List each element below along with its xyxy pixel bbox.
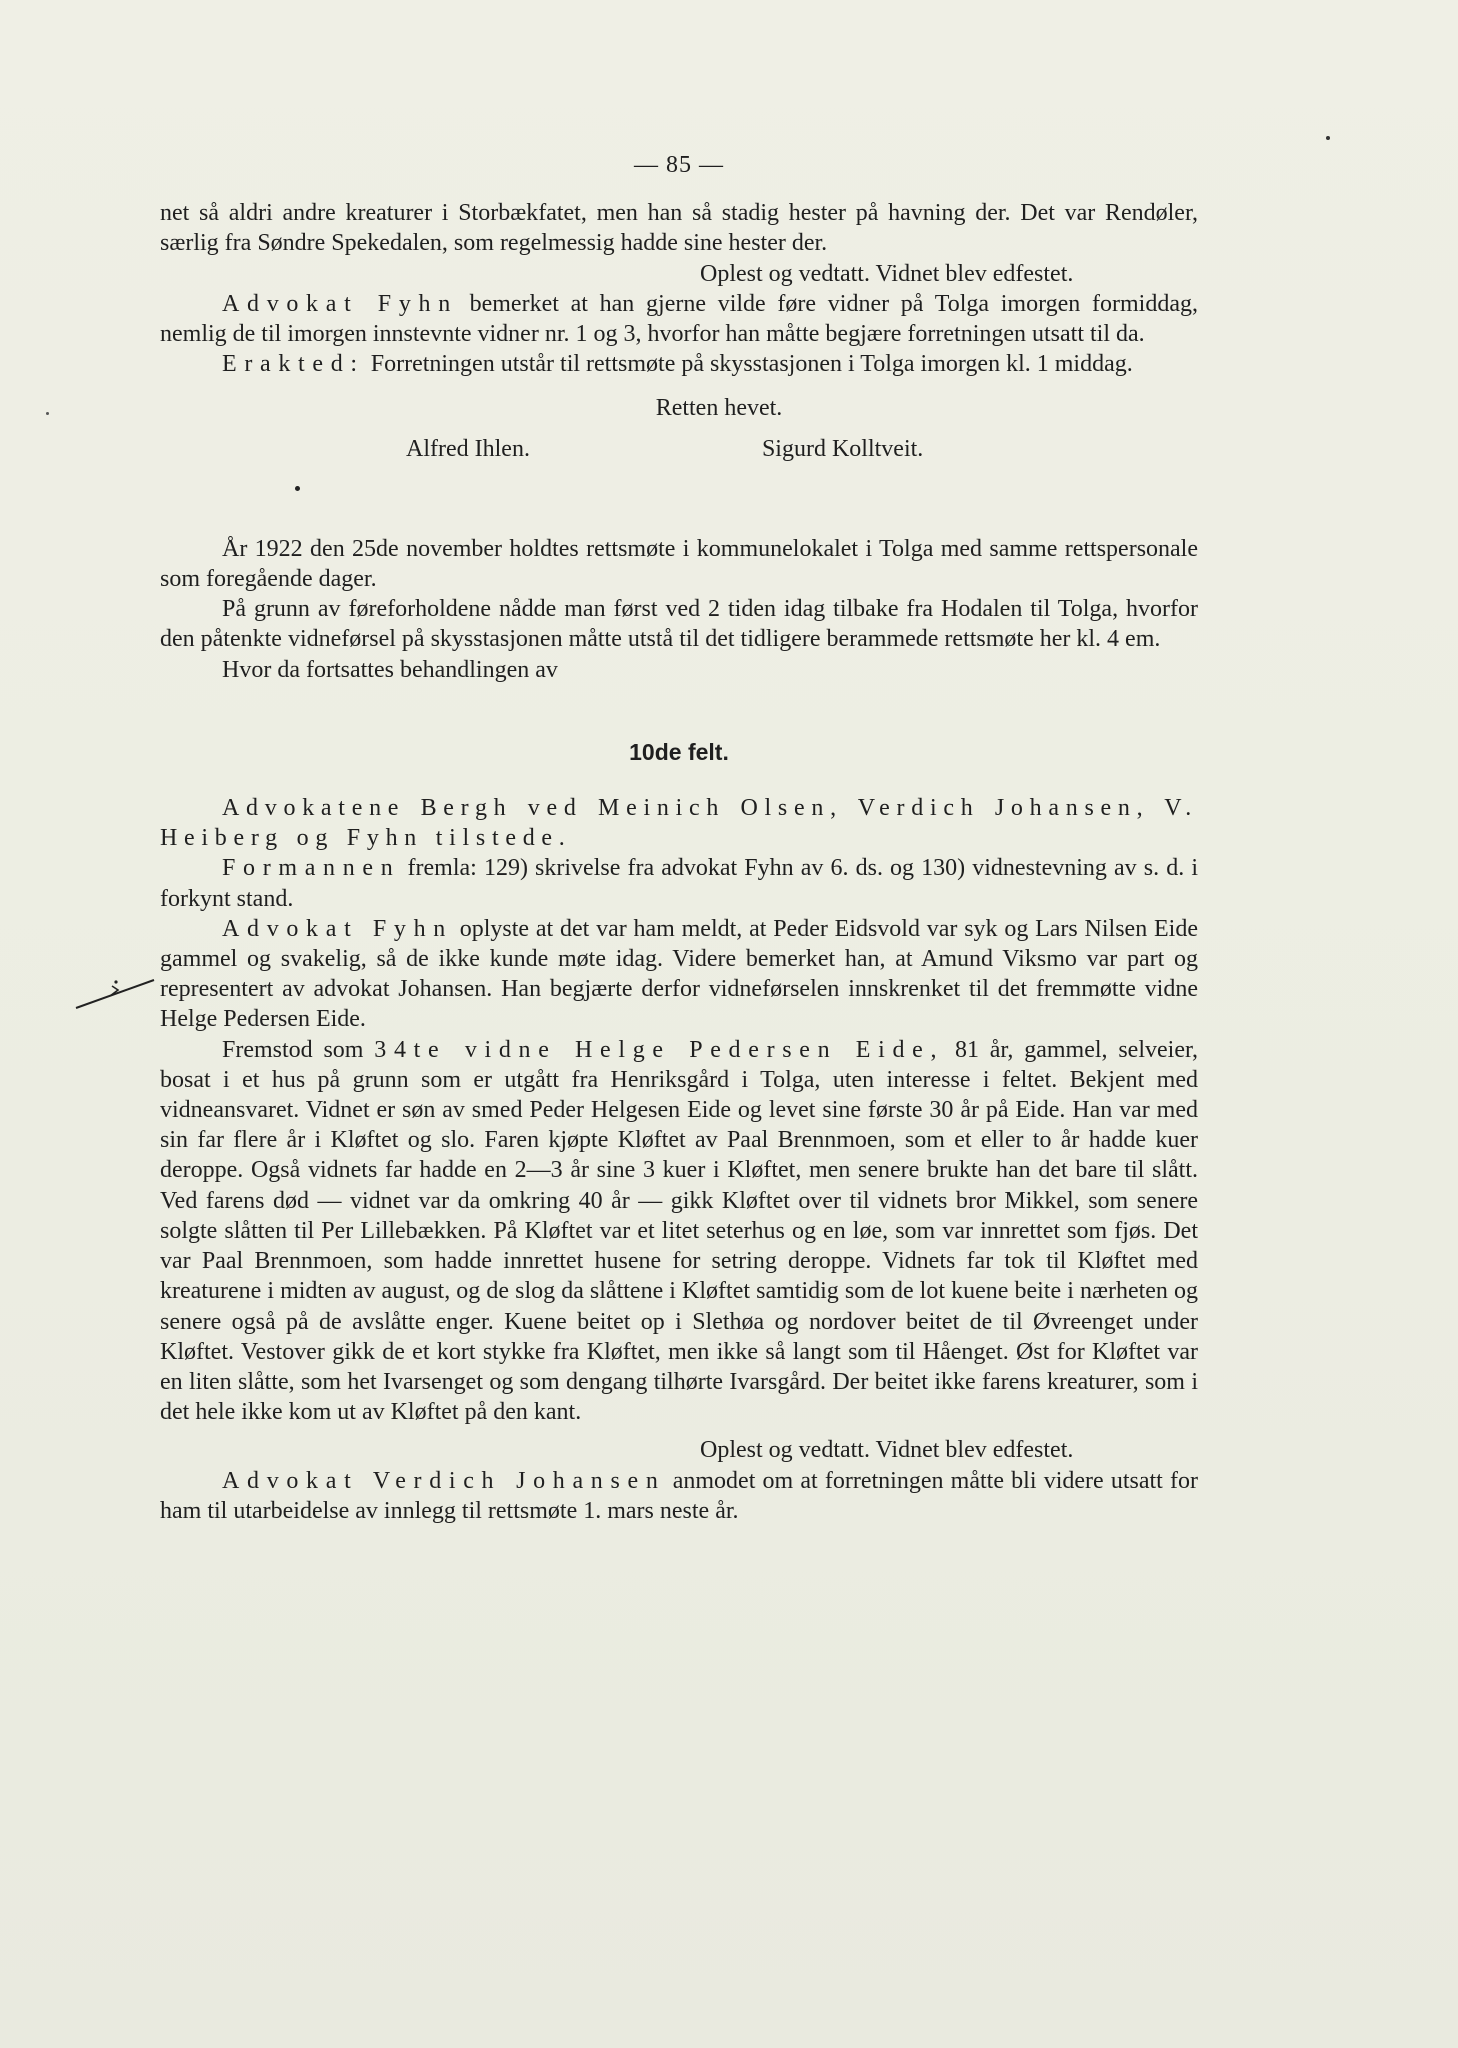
signature-left: Alfred Ihlen. [406, 435, 530, 462]
paragraph: Hvor da fortsattes behandlingen av [222, 656, 558, 683]
signature-right: Sigurd Kolltveit. [761, 435, 924, 462]
spaced-name: Formannen [222, 855, 401, 882]
spaced-name: Erakted: [222, 351, 365, 378]
paragraph-text: fremla: 129) skrivelse fra advokat Fyhn av 6. ds. og 130) vidnestevning av s. d. i forkynt stand. [160, 855, 1198, 912]
spaced-name: 34te vidne Helge Pedersen Eide, [374, 1036, 945, 1063]
paragraph [160, 914, 1198, 1035]
spaced-name: Advokat Fyhn [222, 915, 453, 942]
paragraph [160, 289, 1198, 349]
page-content [160, 150, 1198, 1526]
paragraph [160, 853, 1198, 913]
paragraph-text: 81 år, gammel, selveier, bosat i et hus på grunn som er utgått fra Henriksgård i Tolga, uten interesse i feltet. Bekjent med vidneansvaret. Vidnet er søn av smed Peder Helgesen Eide og levet sine første 30 år på Eide. Han var med sin far flere år i Kløftet og slo. Faren kjøpte Kløftet av Paal Brennmoen, som et eller to år hadde kuer deroppe. Også vidnets far hadde en 2—3 år sine 3 kuer i Kløftet, men senere brukte han det bare til slått. Ved farens død — vidnet var da omkring 40 år — gikk Kløftet over til vidnets bror Mikkel, som senere solgte slåtten til Per Lillebækken. På Kløftet var et litet seterhus og en løe, som var innrettet som fjøs. Det var Paal Brennmoen, som hadde innrettet husene for setring deroppe. Vidnets far tok til Kløftet med kreaturene i midten av august, og de slog da slåttene i Kløftet samtidig som de lot kuene beite i nærheten og senere også på de avslåtte enger. Kuene beitet op i Slethøa og nordover beitet de til Øvreenget under Kløftet. Vestover gikk de et kort stykke fra Kløftet, men ikke så langt som til Håenget. Øst for Kløftet var en liten slåtte, som het Ivarsenget og som dengang tilhørte Ivarsgård. Der beitet ikke farens kreaturer, som i det hele ikke kom ut av Kløftet på den kant. [160, 1036, 1199, 1426]
paragraph-attendance: Advokatene Bergh ved Meinich Olsen, Verdich Johansen, V. Heiberg og Fyhn tilstede. [160, 795, 1198, 852]
paragraph-closing: Oplest og vedtatt. Vidnet blev edfestet. [700, 1437, 1074, 1464]
court-adjourned: Retten hevet. [655, 395, 783, 422]
paragraph-text: Forretningen utstår til rettsmøte på skysstasjonen i Tolga imorgen kl. 1 middag. [370, 351, 1133, 378]
paragraph: År 1922 den 25de november holdtes rettsmøte i kommunelokalet i Tolga med samme rettspersonale som foregående dager. [160, 535, 1198, 593]
spaced-name: Advokat Verdich Johansen [222, 1467, 666, 1494]
paragraph [160, 349, 1198, 379]
paragraph [160, 1466, 1198, 1526]
section-heading: 10de felt. [629, 738, 729, 765]
paragraph-text: oplyste at det var ham meldt, at Peder Eidsvold var syk og Lars Nilsen Eide gammel og svakelig, så de ikke kunde møte idag. Videre bemerket han, at Amund Viksmo var part og representert av advokat Johansen. Han begjærte derfor vidneførselen innskrenket til det fremmøtte vidne Helge Pedersen Eide. [160, 915, 1198, 1033]
paragraph: På grunn av føreforholdene nådde man først ved 2 tiden idag tilbake fra Hodalen til Tolga, hvorfor den påtenkte vidneførsel på skysstasjonen måtte utstå til det tidligere berammede rettsmøte her kl. 4 em. [160, 596, 1198, 653]
paragraph-closing: Oplest og vedtatt. Vidnet blev edfestet. [700, 260, 1074, 287]
paragraph [160, 1035, 1198, 1428]
ink-dot [46, 412, 49, 415]
page-number: — 85 — [634, 152, 724, 178]
paragraph: net så aldri andre kreaturer i Storbækfatet, men han så stadig hester på havning der. Det var Rendøler, særlig fra Søndre Spekedalen, som regelmessig hadde sine hester der. [160, 200, 1198, 257]
spaced-name: Advokat Fyhn [222, 290, 458, 317]
paragraph-text: Fremstod som [222, 1036, 364, 1063]
ink-dot [1326, 136, 1330, 140]
signatures [160, 434, 1198, 464]
paragraph-text: bemerket at han gjerne vilde føre vidner på Tolga imorgen formiddag, nemlig de til imorgen innstevnte vidner nr. 1 og 3, hvorfor han måtte begjære forretningen utsatt til da. [160, 290, 1198, 348]
margin-pen-mark [72, 972, 162, 1012]
paragraph-text: anmodet om at forretningen måtte bli videre utsatt for ham til utarbeidelse av innlegg til rettsmøte 1. mars neste år. [160, 1467, 1198, 1524]
